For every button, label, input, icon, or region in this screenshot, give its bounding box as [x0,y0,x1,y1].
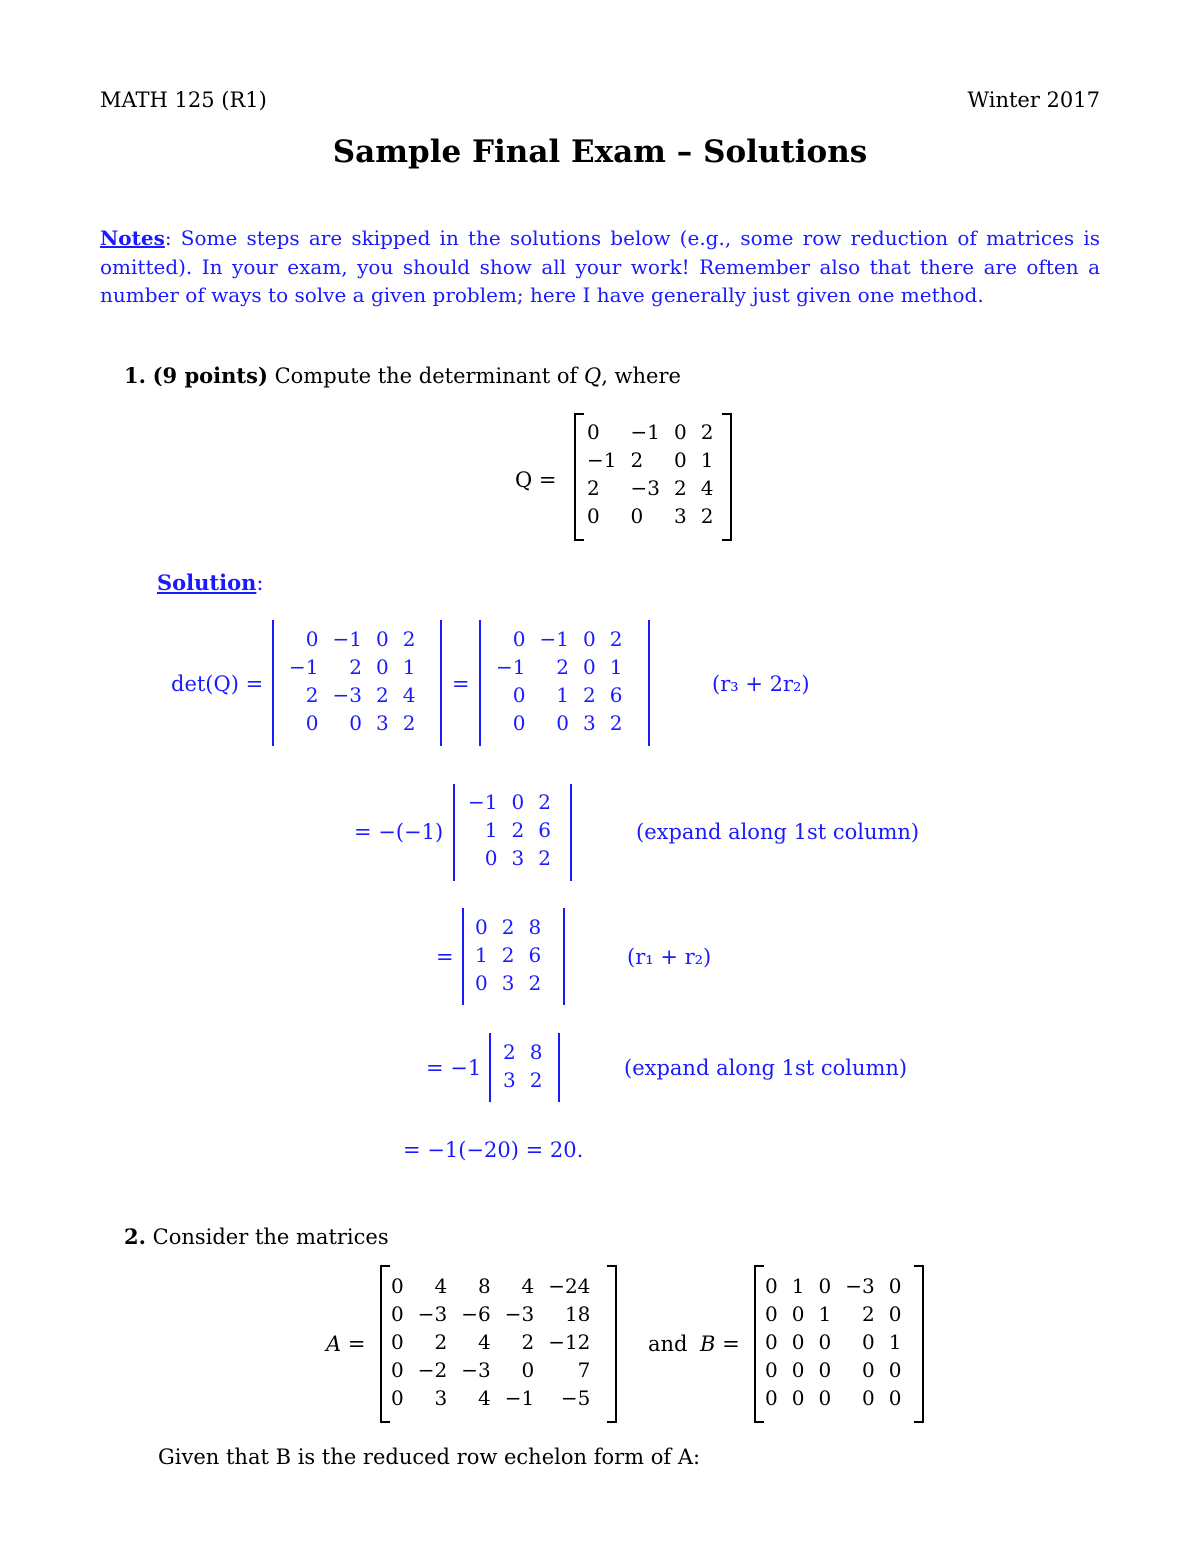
question-1-number: 1. [124,363,146,388]
det-matrix-2-cell: 0 [556,711,569,735]
term: Winter 2017 [967,88,1100,112]
q-matrix-cell: 2 [700,420,714,444]
b-matrix-cell: 0 [818,1330,832,1354]
m1-right-bar [440,620,442,746]
det-matrix-3-row [461,816,558,844]
m3-left-bar [453,784,455,881]
det-matrix-4-cell: 2 [501,943,515,967]
b-matrix-cell: −3 [845,1274,875,1298]
q-matrix-cell: 1 [700,448,714,472]
det-matrix-1-row [282,681,422,709]
a-matrix-cell: 0 [521,1358,535,1382]
q-matrix-lhs: Q = [515,468,557,492]
det-matrix-1-cell: 0 [349,711,362,735]
det-matrix-2-row [489,709,629,737]
a-matrix-row [384,1356,597,1384]
det-matrix-4 [468,913,548,997]
b-matrix-cell: 0 [861,1330,875,1354]
det-matrix-5-cell: 8 [529,1040,543,1064]
q-matrix-cell: 3 [673,504,687,528]
a-matrix-cell: 3 [434,1386,448,1410]
a-matrix-cell: 4 [434,1274,448,1298]
det-matrix-2-cell: 3 [582,711,596,735]
a-matrix-cell: −2 [417,1358,448,1382]
m1-left-bar [272,620,274,746]
b-matrix-cell: 0 [791,1358,805,1382]
q-matrix-cell: 2 [673,476,687,500]
question-1-var: Q [583,364,602,388]
b-matrix-cell: 0 [765,1302,778,1326]
b-matrix-cell: 1 [888,1330,902,1354]
det-matrix-2-row [489,653,629,681]
det-matrix-2-cell: −1 [496,655,526,679]
det-matrix-1-cell: 3 [375,711,389,735]
b-matrix-cell: 0 [791,1386,805,1410]
det-matrix-2-cell: 1 [609,655,623,679]
det-matrix-1-row [282,653,422,681]
m2-right-bar [648,620,650,746]
a-matrix-cell: 7 [577,1358,591,1382]
b-matrix-cell: 2 [861,1302,875,1326]
b-matrix-row [758,1328,908,1356]
a-matrix-cell: 0 [391,1330,404,1354]
det-matrix-4-cell: 2 [501,915,515,939]
det-matrix-1-cell: 0 [305,627,319,651]
det-matrix-4-cell: 6 [528,943,542,967]
q-right-bracket [722,413,732,541]
m3-right-bar [570,784,572,881]
b-matrix-lhs: B = [700,1332,740,1356]
a-matrix-row [384,1384,597,1412]
det-matrix-1-cell: 1 [402,655,416,679]
a-matrix-row [384,1272,597,1300]
a-matrix-cell: 0 [391,1358,404,1382]
q-matrix-cell: −1 [630,420,660,444]
b-matrix-cell: 1 [818,1302,832,1326]
det-matrix-1 [282,625,422,737]
notes-line-3: number of ways to solve a given problem; here I have generally just given one method. [100,283,984,307]
det-matrix-1-cell: 0 [305,711,319,735]
step-4-lhs: = −1 [426,1056,482,1080]
note-expand-2: (expand along 1st column) [624,1056,908,1080]
final-result: = −1(−20) = 20. [403,1138,584,1162]
det-matrix-1-cell: 2 [402,627,416,651]
det-matrix-3 [461,788,558,872]
det-matrix-1-cell: −3 [332,683,362,707]
m4-left-bar [462,908,464,1005]
q-matrix-cell: 0 [587,504,600,528]
a-matrix-cell: 0 [391,1302,404,1326]
b-matrix-cell: 0 [888,1302,902,1326]
det-matrix-4-cell: 1 [475,943,488,967]
det-matrix-2-cell: 6 [609,683,623,707]
b-matrix-cell: 0 [818,1358,832,1382]
a-matrix-cell: −12 [548,1330,591,1354]
b-matrix-cell: 0 [765,1386,778,1410]
det-matrix-1-cell: 2 [349,655,362,679]
det-matrix-2-cell: 2 [582,683,596,707]
question-1-points: (9 points) [152,363,268,388]
a-matrix-cell: −24 [548,1274,591,1298]
a-matrix-cell: −5 [560,1386,591,1410]
given-statement: Given that B is the reduced row echelon form of A: [158,1445,701,1469]
q-matrix-row [580,418,720,446]
det-matrix-1-cell: 4 [402,683,416,707]
m5-right-bar [558,1033,560,1102]
b-matrix-row [758,1356,908,1384]
q-matrix-cell: −1 [587,448,617,472]
det-matrix-1-cell: 0 [375,655,389,679]
note-row-op-1: (r₃ + 2r₂) [712,672,810,696]
q-matrix-row [580,502,720,530]
notes-line-1: : Some steps are skipped in the solutions below (e.g., some row reduction of matrices is [164,226,1100,250]
a-matrix-lhs: A = [326,1332,366,1356]
det-matrix-1-cell: −1 [289,655,319,679]
b-right-bracket [914,1265,924,1423]
question-1-text: Compute the determinant of [274,364,578,388]
a-matrix-cell: 8 [477,1274,491,1298]
det-matrix-4-cell: 3 [501,971,515,995]
a-matrix-cell: −6 [461,1302,491,1326]
det-matrix-1-cell: 2 [305,683,319,707]
a-matrix-cell: −3 [461,1358,491,1382]
m2-left-bar [479,620,481,746]
det-matrix-4-row [468,969,548,997]
det-matrix-1-cell: 2 [375,683,389,707]
a-matrix-cell: −3 [504,1302,535,1326]
a-matrix-cell: 4 [477,1386,491,1410]
det-matrix-2-cell: −1 [539,627,569,651]
a-matrix-row [384,1328,597,1356]
det-matrix-3-cell: 1 [484,818,498,842]
course-code: MATH 125 (R1) [100,88,267,112]
solution-heading [157,569,263,597]
det-matrix-2-cell: 0 [512,711,526,735]
det-matrix-1-row [282,625,422,653]
det-matrix-5-cell: 3 [503,1068,516,1092]
b-matrix-row [758,1384,908,1412]
step-2-lhs: = −(−1) [354,820,444,844]
b-matrix-cell: 0 [888,1358,902,1382]
det-matrix-3-row [461,788,558,816]
solution-label: Solution [157,570,257,595]
q-matrix-cell: 2 [630,448,644,472]
det-matrix-1-cell: 0 [375,627,389,651]
q-matrix-cell: 0 [630,504,644,528]
note-row-op-2: (r₁ + r₂) [627,945,712,969]
b-matrix-cell: 1 [791,1274,805,1298]
solution-colon: : [256,571,264,595]
det-matrix-2-cell: 0 [582,627,596,651]
det-matrix-3-cell: 0 [484,846,498,870]
det-matrix-5-cell: 2 [529,1068,543,1092]
q-matrix-row [580,446,720,474]
det-matrix-2 [489,625,629,737]
notes-paragraph [100,224,1100,310]
det-matrix-2-cell: 0 [512,627,526,651]
a-matrix-row [384,1300,597,1328]
a-matrix-cell: 2 [521,1330,535,1354]
det-matrix-2-row [489,625,629,653]
a-matrix-cell: 4 [477,1330,491,1354]
question-2-text: Consider the matrices [152,1225,389,1249]
a-right-bracket [607,1265,617,1423]
page-title: Sample Final Exam – Solutions [332,134,868,170]
b-matrix-cell: 0 [861,1386,875,1410]
det-matrix-1-cell: −1 [332,627,362,651]
note-expand-1: (expand along 1st column) [636,820,920,844]
det-matrix-1-cell: 2 [402,711,416,735]
notes-line-2: omitted). In your exam, you should show all your work! Remember also that there are often a [100,254,1100,279]
det-matrix-3-cell: −1 [468,790,498,814]
a-matrix [384,1272,597,1412]
det-matrix-5-cell: 2 [503,1040,516,1064]
q-matrix-cell: 4 [700,476,714,500]
q-matrix-cell: −3 [630,476,660,500]
question-1-prompt [124,362,681,390]
det-matrix-2-row [489,681,629,709]
b-matrix-row [758,1272,908,1300]
b-matrix-cell: 0 [888,1274,902,1298]
a-matrix-cell: 0 [391,1386,404,1410]
b-matrix-cell: 0 [791,1330,805,1354]
question-2-number: 2. [124,1224,146,1249]
det-matrix-4-row [468,913,548,941]
det-matrix-5-row [496,1066,549,1094]
notes-label: Notes [100,226,165,250]
a-matrix-cell: 0 [391,1274,404,1298]
a-matrix-cell: 4 [521,1274,535,1298]
det-matrix-3-cell: 2 [538,790,551,814]
a-matrix-cell: 2 [434,1330,448,1354]
and-text: and [648,1332,688,1356]
det-matrix-3-cell: 0 [511,790,525,814]
det-matrix-2-cell: 2 [556,655,569,679]
det-matrix-2-cell: 2 [609,711,623,735]
det-lhs: det(Q) = [171,672,264,696]
b-matrix-cell: 0 [818,1386,832,1410]
b-matrix-cell: 0 [861,1358,875,1382]
q-matrix-row [580,474,720,502]
det-matrix-1-row [282,709,422,737]
q-matrix-cell: 0 [587,420,600,444]
q-matrix-cell: 0 [673,420,687,444]
det-matrix-4-cell: 0 [475,971,488,995]
det-matrix-3-row [461,844,558,872]
q-matrix [580,418,720,530]
question-1-where: , where [601,364,681,388]
a-matrix-cell: 18 [564,1302,591,1326]
m4-right-bar [563,908,565,1005]
det-matrix-4-cell: 8 [528,915,542,939]
det-matrix-2-cell: 2 [609,627,623,651]
a-matrix-cell: −3 [417,1302,448,1326]
det-matrix-5-row [496,1038,549,1066]
det-matrix-3-cell: 2 [511,818,525,842]
b-matrix-cell: 0 [791,1302,805,1326]
det-matrix-3-cell: 2 [538,846,551,870]
m5-left-bar [489,1033,491,1102]
det-matrix-2-cell: 0 [582,655,596,679]
b-matrix-cell: 0 [765,1330,778,1354]
q-matrix-cell: 2 [587,476,600,500]
b-matrix-cell: 0 [888,1386,902,1410]
b-matrix [758,1272,908,1412]
a-matrix-cell: −1 [504,1386,535,1410]
b-matrix-cell: 0 [765,1358,778,1382]
step-3-lhs: = [436,945,454,969]
det-matrix-4-row [468,941,548,969]
det-matrix-4-cell: 2 [528,971,542,995]
b-matrix-cell: 0 [765,1274,778,1298]
det-matrix-2-cell: 0 [512,683,526,707]
det-matrix-3-cell: 3 [511,846,525,870]
b-matrix-row [758,1300,908,1328]
equals-1: = [452,672,470,696]
det-matrix-4-cell: 0 [475,915,488,939]
b-matrix-cell: 0 [818,1274,832,1298]
question-2-prompt [124,1223,389,1251]
det-matrix-5 [496,1038,549,1094]
q-matrix-cell: 2 [700,504,714,528]
det-matrix-3-cell: 6 [538,818,551,842]
det-matrix-2-cell: 1 [556,683,569,707]
q-matrix-cell: 0 [673,448,687,472]
